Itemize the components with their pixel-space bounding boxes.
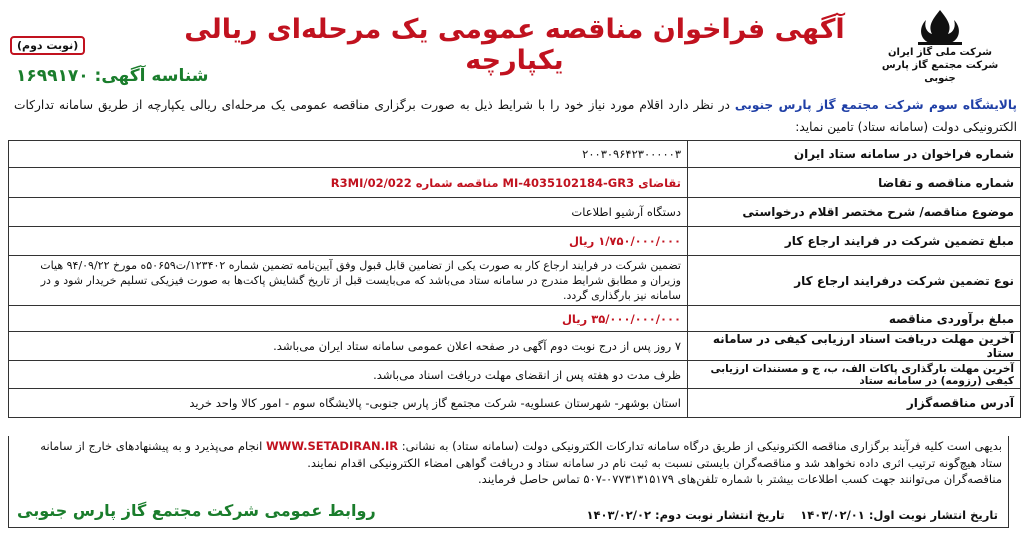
table-row: [9, 332, 1021, 361]
logo-line-2: شرکت مجتمع گاز پارس جنوبی: [881, 60, 999, 84]
row-value: استان بوشهر- شهرستان عسلویه- شرکت مجتمع گاز پارس جنوبی- پالایشگاه سوم - امور کالا واحد خرید: [9, 389, 688, 418]
row-value: ۲۰۰۳۰۹۶۴۲۳۰۰۰۰۰۳: [9, 141, 688, 168]
footer-line-1: [15, 438, 1002, 471]
tender-details-table: [8, 140, 1021, 418]
intro-text: در نظر دارد اقلام مورد نیاز خود را با شرایط ذیل به صورت برگزاری مناقصه عمومی یک مرحله‌ای ریالی یکپارچه از طریق سامانه تدارکات الکترونیکی دولت (سامانه ستاد) تامین نماید:: [14, 98, 1017, 134]
footer-notes: [8, 436, 1009, 528]
public-relations-signature: روابط عمومی شرکت مجتمع گاز پارس جنوبی: [17, 501, 376, 520]
row-label: مبلغ برآوردی مناقصه: [688, 306, 1021, 332]
table-row: [9, 168, 1021, 198]
row-label: شماره فراخوان در سامانه ستاد ایران: [688, 141, 1021, 168]
row-label: آخرین مهلت بارگذاری پاکات الف، ب، ج و مستندات ارزیابی کیفی (رزومه) در سامانه ستاد: [688, 361, 1021, 389]
footer-text-a: بدیهی است کلیه فرآیند برگزاری مناقصه الکترونیکی از طریق درگاه سامانه تدارکات الکترونیکی دولت (سامانه ستاد) به نشانی:: [398, 439, 1002, 453]
date-first-round: تاریخ انتشار نوبت اول: ۱۴۰۳/۰۲/۰۱: [800, 508, 998, 522]
row-value: ۱/۷۵۰/۰۰۰/۰۰۰ ریال: [9, 227, 688, 256]
table-row: [9, 306, 1021, 332]
row-value: ۳۵/۰۰۰/۰۰۰/۰۰۰ ریال: [9, 306, 688, 332]
table-row: [9, 389, 1021, 418]
date-second-round: تاریخ انتشار نوبت دوم: ۱۴۰۳/۰۲/۰۲: [586, 508, 785, 522]
round-badge: (نوبت دوم): [10, 36, 85, 55]
ad-id: شناسه آگهی: ۱۶۹۹۱۷۰: [16, 66, 209, 86]
row-label: شماره مناقصه و تقاضا: [688, 168, 1021, 198]
page-title: آگهی فراخوان مناقصه عمومی یک مرحله‌ای ریالی یکپارچه: [184, 14, 845, 76]
intro-company: پالایشگاه سوم شرکت مجتمع گاز پارس جنوبی: [734, 98, 1017, 112]
table-row: [9, 198, 1021, 227]
footer-text-b: انجام می‌پذیرد و به پیشنهادهای خارج از سامانه ستاد هیچ‌گونه ترتیب اثری داده نخواهد شد و مناقصه‌گران بایستی نسبت به ثبت نام در سامانه ستاد و دریافت گواهی امضاء الکترونیکی اقدام نمایند.: [40, 439, 1002, 470]
logo-line-1: شرکت ملی گاز ایران: [888, 47, 992, 58]
table-row: [9, 227, 1021, 256]
row-label: نوع تضمین شرکت درفرایند ارجاع کار: [688, 256, 1021, 306]
setad-url-link[interactable]: WWW.SETADIRAN.IR: [265, 439, 399, 453]
row-label: آخرین مهلت دریافت اسناد ارزیابی کیفی در سامانه ستاد: [688, 332, 1021, 361]
row-value: تقاضای MI-4035102184-GR3 مناقصه شماره 02/022/R3MI: [9, 168, 688, 198]
table-row: [9, 256, 1021, 306]
row-value: تضمین شرکت در فرایند ارجاع کار به صورت یکی از تضامین قابل قبول وفق آیین‌نامه تضمین شماره ۱۲۳۴۰۲/ت۵۰۶۵۹ه مورخ ۹۴/۰۹/۲۲ هیات وزیران و مطابق شرایط مندرج در سامانه ستاد می‌باشد که می‌بایست قبل از تاریخ گشایش پاکت‌ها به صورت فیزیکی تسلیم خریدار شود و در سامانه نیز بارگذاری گردد.: [9, 256, 688, 306]
company-logo: [865, 8, 1015, 85]
table-row: [9, 361, 1021, 389]
table-row: [9, 141, 1021, 168]
row-label: موضوع مناقصه/ شرح مختصر اقلام درخواستی: [688, 198, 1021, 227]
intro-paragraph: [14, 94, 1017, 138]
footer-line-2: مناقصه‌گران می‌توانند جهت کسب اطلاعات بیشتر با شماره تلفن‌های ۰۷۷۳۱۳۱۵۱۷۹-۵۰۷ تماس حاصل فرمایند.: [478, 472, 1002, 486]
publish-dates: [574, 507, 998, 524]
row-value: ۷ روز پس از درج نوبت دوم آگهی در صفحه اعلان عمومی سامانه ستاد ایران می‌باشد.: [9, 332, 688, 361]
row-value: دستگاه آرشیو اطلاعات: [9, 198, 688, 227]
row-value: ظرف مدت دو هفته پس از انقضای مهلت دریافت اسناد می‌باشد.: [9, 361, 688, 389]
flame-logo-icon: [910, 8, 970, 46]
row-label: آدرس مناقصه‌گزار: [688, 389, 1021, 418]
row-label: مبلغ تضمین شرکت در فرایند ارجاع کار: [688, 227, 1021, 256]
